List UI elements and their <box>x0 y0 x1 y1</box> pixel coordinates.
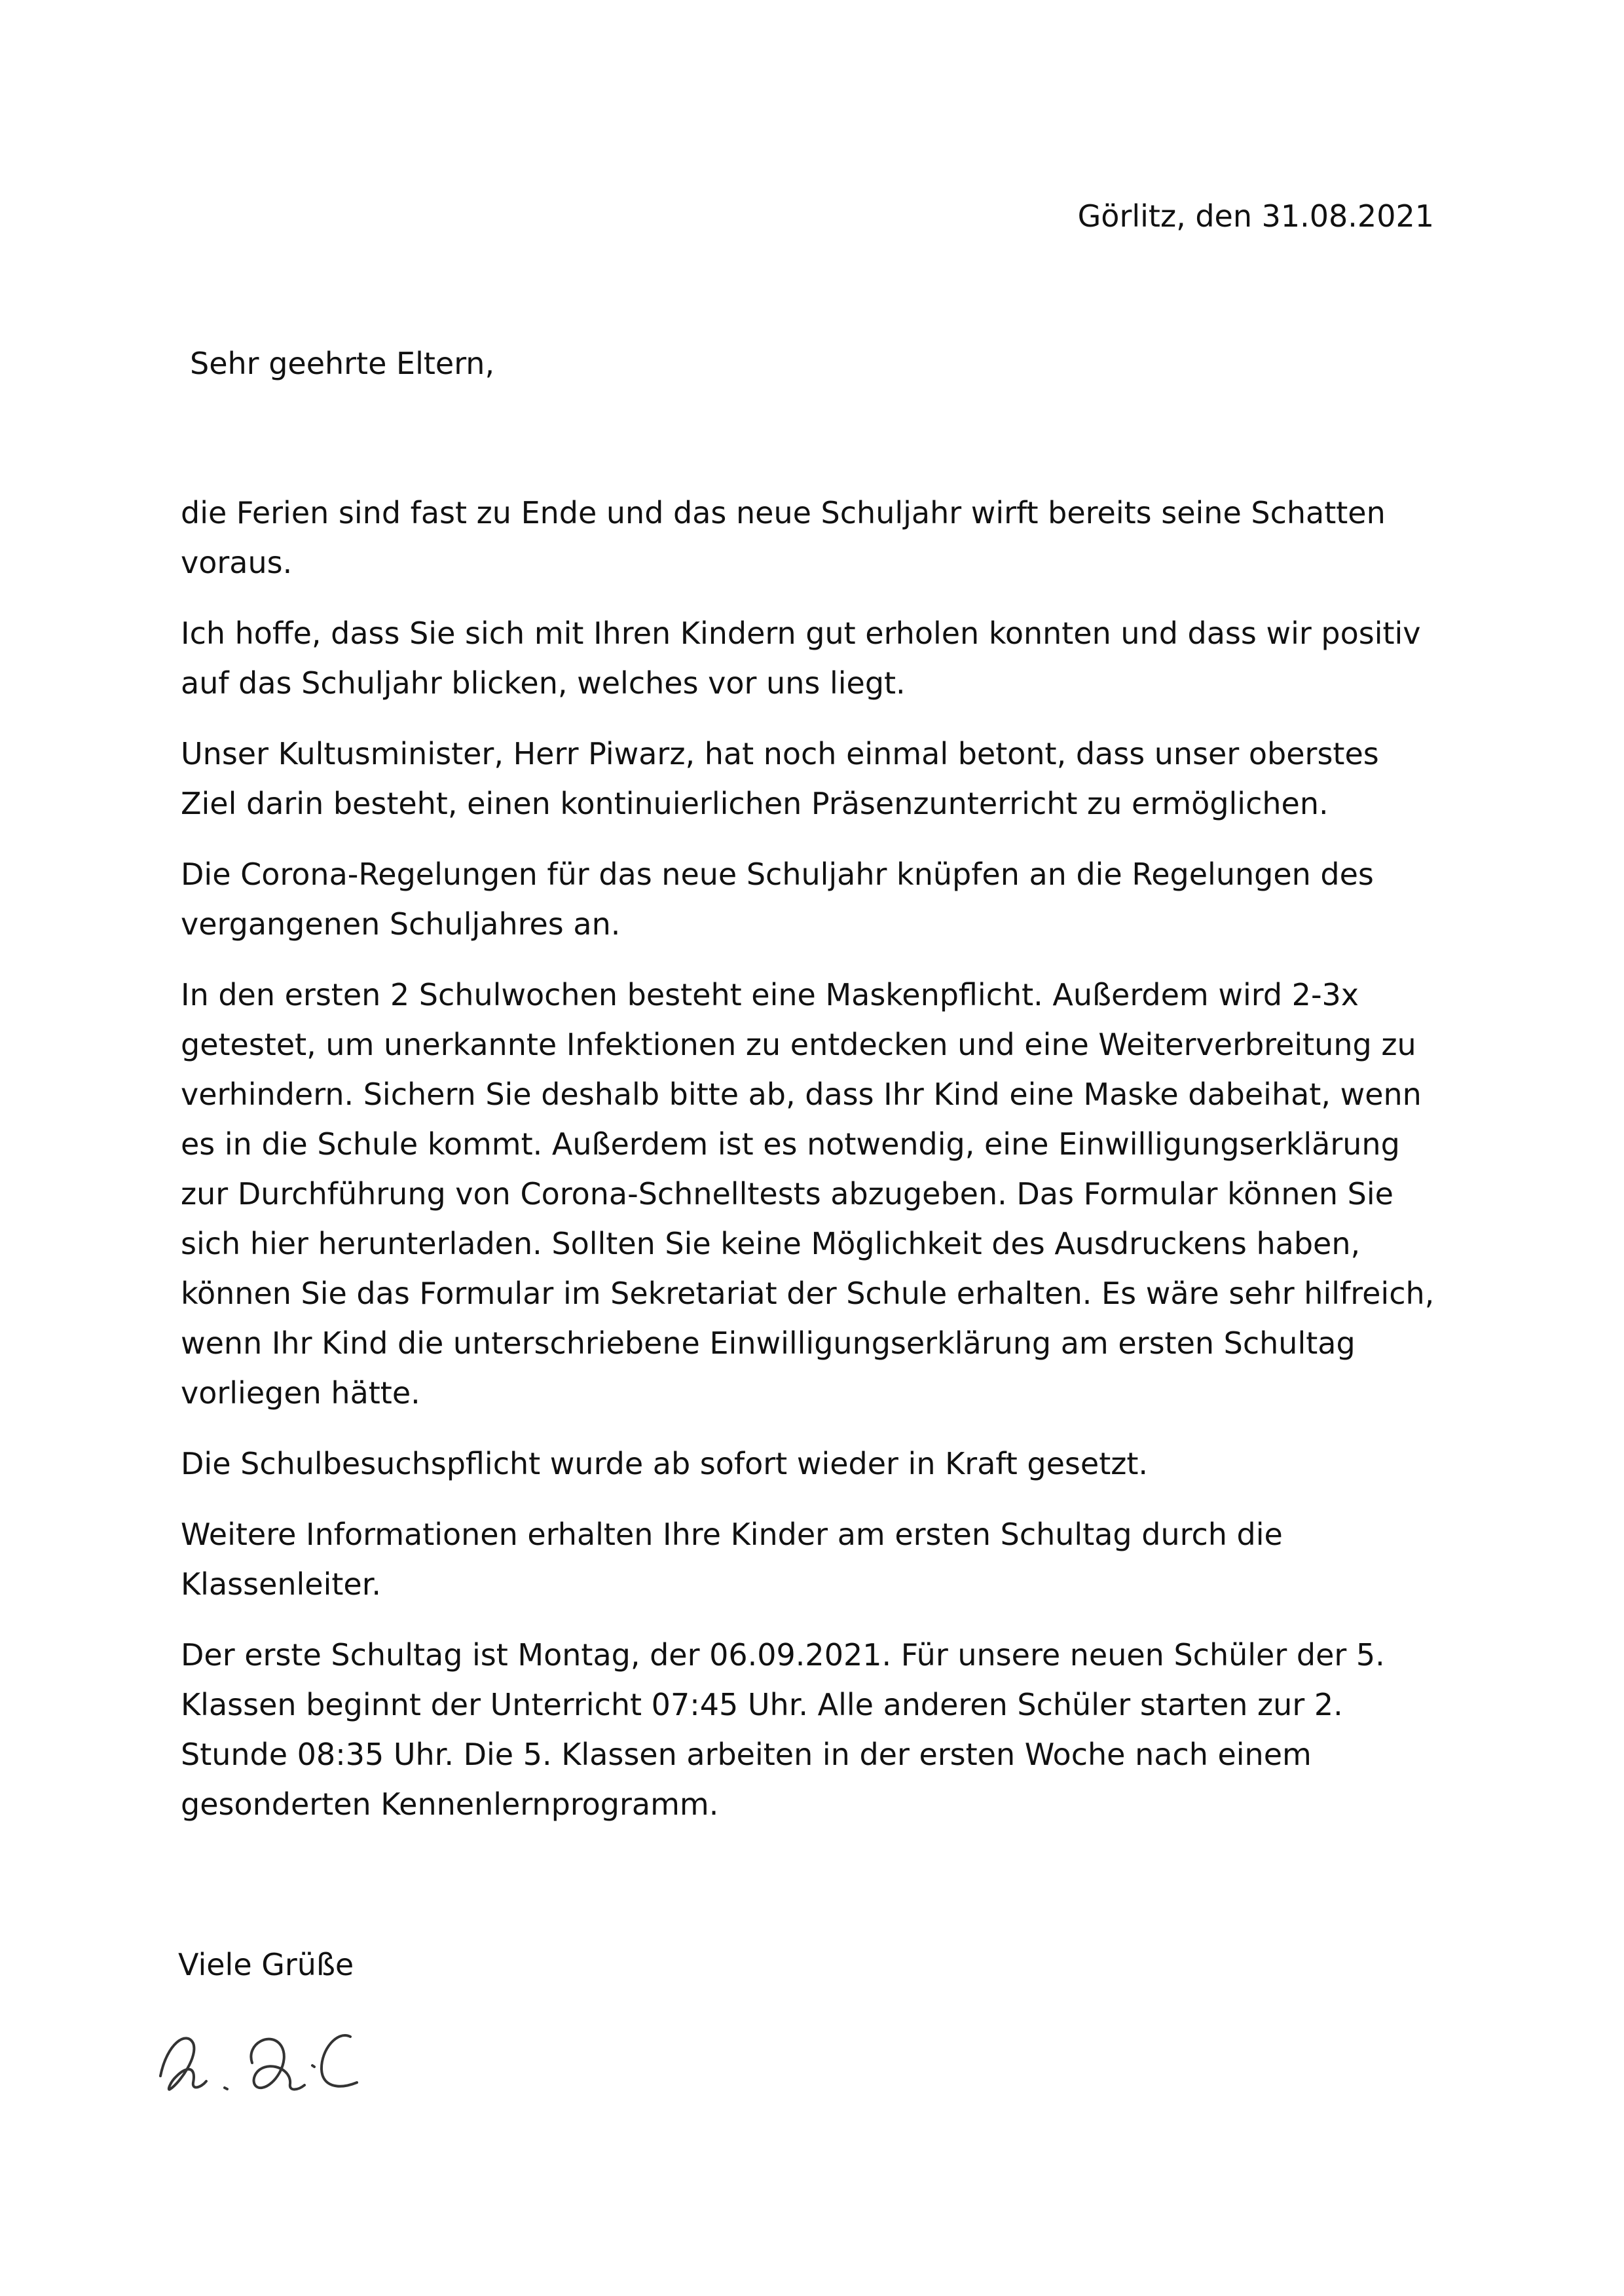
paragraph-information: Weitere Informationen erhalten Ihre Kinder am ersten Schultag durch die Klassenleiter. <box>181 1517 1283 1602</box>
handwritten-signature-icon <box>141 2004 403 2122</box>
place-date: Görlitz, den 31.08.2021 <box>1077 198 1434 234</box>
letter-body <box>181 488 1438 1850</box>
paragraph-intro: die Ferien sind fast zu Ende und das neue Schuljahr wirft bereits seine Schatten voraus. <box>181 495 1386 580</box>
closing: Viele Grüße <box>178 1947 354 1982</box>
paragraph-mask-testing: In den ersten 2 Schulwochen besteht eine Maskenpflicht. Außerdem wird 2-3x getestet, um unerkannte Infektionen zu entdecken und eine Weiterverbreitung zu verhindern. Sichern Sie deshalb bitte ab, dass Ihr Kind eine Maske dabeihat, wenn es in die Schule kommt. Außerdem ist es notwendig, eine Einwilligungserklärung zur Durchführung von Corona-Schnelltests abzugeben. Das Formular können Sie sich hier herunterladen. Sollten Sie keine Möglichkeit des Ausdruckens haben, können Sie das Formular im Sekretariat der Schule erhalten. Es wäre sehr hilfreich, wenn Ihr Kind die unterschriebene Einwilligungserklärung am ersten Schultag vorliegen hätte. <box>181 977 1435 1411</box>
paragraph-attendance: Die Schulbesuchspflicht wurde ab sofort wieder in Kraft gesetzt. <box>181 1446 1149 1481</box>
paragraph-corona-rules: Die Corona-Regelungen für das neue Schuljahr knüpfen an die Regelungen des vergangenen Schuljahres an. <box>181 857 1374 942</box>
paragraph-recovery: Ich hoffe, dass Sie sich mit Ihren Kindern gut erholen konnten und dass wir positiv auf das Schuljahr blicken, welches vor uns liegt. <box>181 616 1421 701</box>
salutation: Sehr geehrte Eltern, <box>190 346 495 381</box>
paragraph-first-day: Der erste Schultag ist Montag, der 06.09.2021. Für unsere neuen Schüler der 5. Klassen beginnt der Unterricht 07:45 Uhr. Alle anderen Schüler starten zur 2. Stunde 08:35 Uhr. Die 5. Klassen arbeiten in der ersten Woche nach einem gesonderten Kennenlernprogramm. <box>181 1637 1385 1822</box>
paragraph-minister: Unser Kultusminister, Herr Piwarz, hat noch einmal betont, dass unser oberstes Ziel darin besteht, einen kontinuierlichen Präsenzunterricht zu ermöglichen. <box>181 736 1379 821</box>
